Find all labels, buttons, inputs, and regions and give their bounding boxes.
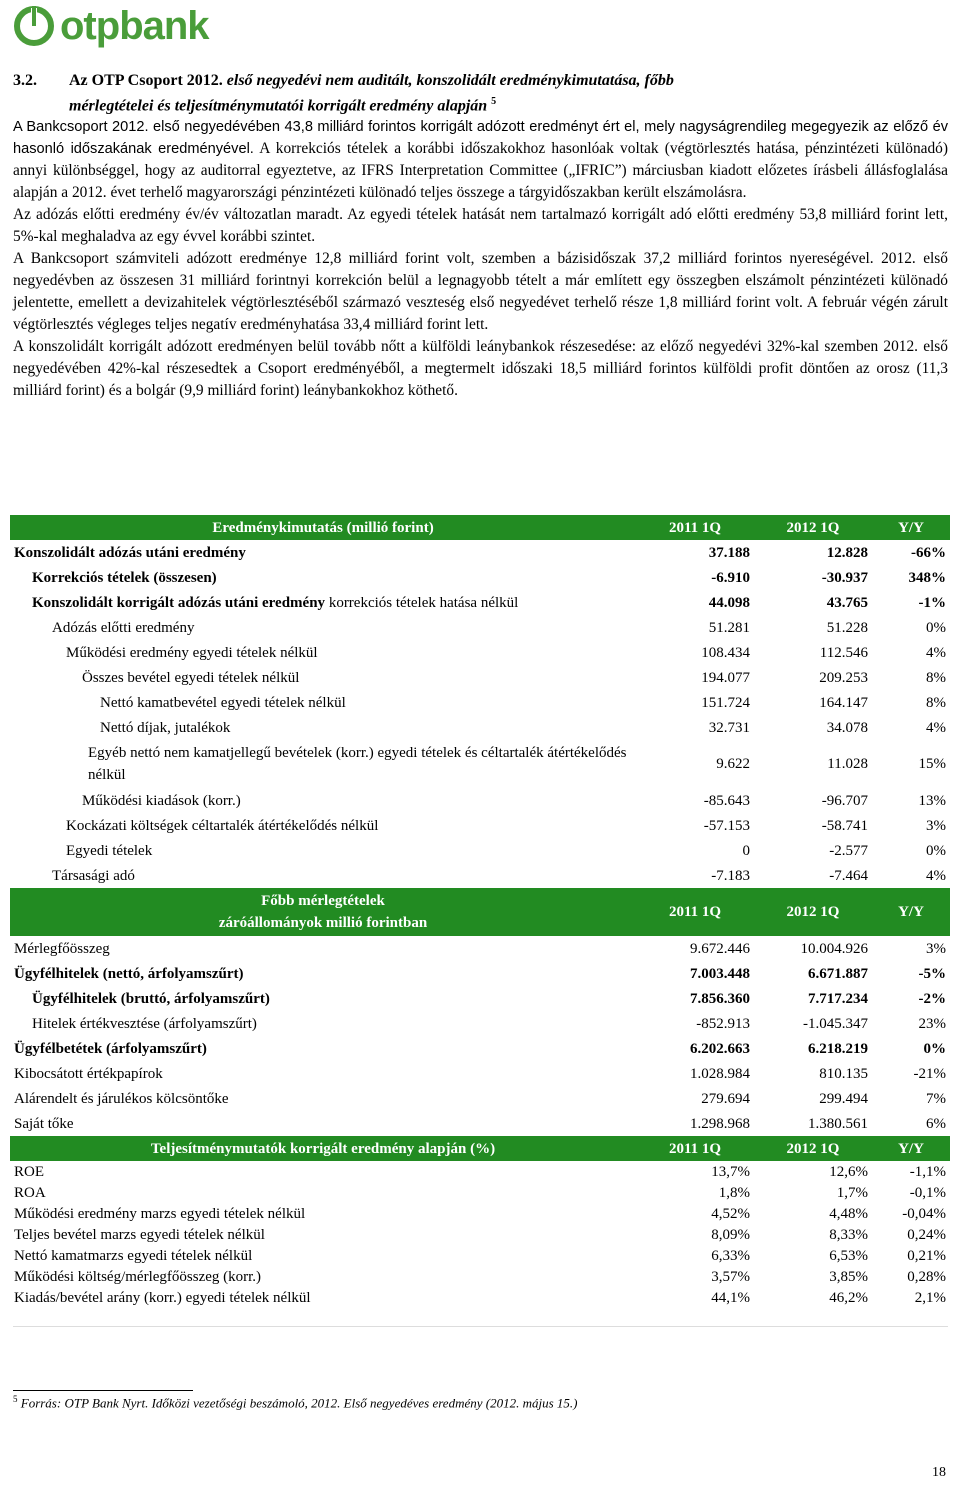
row-v2: 11.028 [827, 756, 868, 772]
row-v1: 7.856.360 [690, 990, 750, 1007]
table-row [10, 1036, 950, 1061]
table2-header-line1: Főbb mérlegtételek [261, 893, 385, 909]
row-label: ROA [14, 1184, 46, 1201]
body-text [13, 116, 948, 402]
row-label: Mérlegfőösszeg [14, 940, 110, 957]
row-label: Összes bevétel egyedi tételek nélkül [82, 669, 300, 686]
row-v1: 0 [742, 842, 750, 859]
row-v3: 6% [926, 1115, 946, 1132]
row-label: Konszolidált adózás utáni eredmény [14, 544, 246, 561]
table3-header-c1: 2011 1Q [636, 1136, 754, 1161]
row-v2: 43.765 [826, 594, 868, 611]
row-v1: 6,33% [711, 1247, 750, 1264]
row-v3: 0% [923, 1040, 946, 1057]
row-label: Nettó kamatmarzs egyedi tételek nélkül [14, 1247, 253, 1264]
paragraph-4: A konszolidált korrigált adózott eredményen belül tovább nőtt a külföldi leánybankok részesedése: az előző negyedévi 32%-kal szemben 2012. első negyedévében 42%-kal részesedtek a Csoport eredményéből, a megtermelt időszaki 18,5 milliárd forintos külföldi profit döntően az orosz (11,3 milliárd forint) és a bolgár (9,9 milliárd forint) leánybankokhoz köthető. [13, 338, 948, 399]
row-v1: 37.188 [708, 544, 750, 561]
row-v1: -85.643 [703, 792, 750, 809]
row-v1: 194.077 [701, 669, 750, 686]
row-v1: 151.724 [701, 694, 750, 711]
row-label: Nettó díjak, jutalékok [100, 719, 231, 736]
row-v2: 6,53% [829, 1247, 868, 1264]
row-v2: 1.380.561 [808, 1115, 868, 1132]
heading-italic-line1: első negyedévi nem auditált, konszolidált eredménykimutatása, főbb [226, 72, 674, 89]
heading-prefix: Az OTP Csoport 2012. [69, 72, 223, 89]
row-v2: 112.546 [819, 644, 868, 661]
row-v3: -5% [918, 965, 946, 982]
row-v2: -58.741 [821, 817, 868, 834]
table-row [10, 936, 950, 961]
row-v3: 0,21% [907, 1247, 946, 1264]
page-number: 18 [932, 1465, 946, 1480]
row-label: Ügyfélbetétek (árfolyamszűrt) [14, 1040, 207, 1057]
paragraph-2: Az adózás előtti eredmény év/év változatlan maradt. Az egyedi tételek hatását nem tartalmazó korrigált adó előtti eredmény 53,8 milliárd forint lett, 5%-kal meghaladva az egy évvel korábbi szintet. [13, 206, 948, 245]
row-v3: 4% [926, 644, 946, 661]
row-v2: 8,33% [829, 1226, 868, 1243]
table-row [10, 565, 950, 590]
table1-header [10, 515, 950, 540]
table2-header-line2: záróállományok millió forintban [218, 915, 428, 931]
row-v1: 7.003.448 [690, 965, 750, 982]
table2-header [10, 888, 950, 936]
row-v3: 0% [926, 619, 946, 636]
row-v2: -96.707 [821, 792, 868, 809]
row-v1: 9.672.446 [690, 940, 750, 957]
row-label [10, 590, 636, 615]
row-v3: 0% [926, 842, 946, 859]
row-v1: 108.434 [701, 644, 750, 661]
table-row [10, 665, 950, 690]
table3-header [10, 1136, 950, 1161]
row-v1: 3,57% [711, 1268, 750, 1285]
row-v2: 810.135 [819, 1065, 868, 1082]
row-label: Egyéb nettó nem kamatjellegű bevételek (korr.) egyedi tételek és céltartalék átértékelődés nélkül [88, 745, 627, 783]
table2-header-c1: 2011 1Q [636, 888, 754, 936]
row-label: Teljes bevétel marzs egyedi tételek nélkül [14, 1226, 265, 1243]
table-row [10, 1203, 950, 1224]
table2-header-c2: 2012 1Q [754, 888, 872, 936]
table-row [10, 788, 950, 813]
footnote [13, 1394, 577, 1411]
row-label: Adózás előtti eredmény [52, 619, 195, 636]
row-v3: 348% [908, 569, 946, 586]
row-label: Ügyfélhitelek (nettó, árfolyamszűrt) [14, 965, 244, 982]
table-row [10, 863, 950, 888]
row-v2: 7.717.234 [808, 990, 868, 1007]
table-row [10, 1182, 950, 1203]
row-v3: 4% [926, 719, 946, 736]
table1-header-label: Eredménykimutatás (millió forint) [10, 515, 636, 540]
row-label: Működési eredmény marzs egyedi tételek nélkül [14, 1205, 306, 1222]
row-v2: 209.253 [819, 669, 868, 686]
table-row [10, 540, 950, 565]
row-v3: -1,1% [909, 1163, 946, 1180]
row-v1: -6.910 [711, 569, 750, 586]
table-row [10, 1011, 950, 1036]
row-v3: 3% [926, 940, 946, 957]
otp-bank-logo [14, 4, 209, 48]
row-v2: 12,6% [829, 1163, 868, 1180]
table-row [10, 1224, 950, 1245]
footnote-text: Forrás: OTP Bank Nyrt. Időközi vezetőségi beszámoló, 2012. Első negyedéves eredmény (2012. május 15.) [20, 1395, 578, 1411]
row-label: Kockázati költségek céltartalék átértékelődés nélkül [66, 817, 379, 834]
row-v2: 10.004.926 [800, 940, 868, 957]
table2-header-c3: Y/Y [872, 888, 950, 936]
row-v2: 6.218.219 [808, 1040, 868, 1057]
row-v2: -7.464 [829, 867, 868, 884]
row-label: Hitelek értékvesztése (árfolyamszűrt) [32, 1015, 257, 1032]
row-v3: 3% [926, 817, 946, 834]
row-v3: -0,1% [909, 1184, 946, 1201]
table-row [10, 640, 950, 665]
table-row [10, 813, 950, 838]
heading-italic-line2: mérlegtételei és teljesítménymutatói korrigált eredmény alapján [69, 97, 488, 115]
row-v2: 3,85% [829, 1268, 868, 1285]
row-label: Korrekciós tételek (összesen) [32, 569, 217, 586]
table3-header-c2: 2012 1Q [754, 1136, 872, 1161]
row-v1: 4,52% [711, 1205, 750, 1222]
row-v1: -852.913 [696, 1015, 750, 1032]
paragraph-1 [13, 116, 948, 204]
row-v2: 1,7% [836, 1184, 868, 1201]
row-v2: -1.045.347 [803, 1015, 868, 1032]
row-label: Saját tőke [14, 1115, 74, 1132]
row-v1: 1.028.984 [690, 1065, 750, 1082]
row-v1: 13,7% [711, 1163, 750, 1180]
table-row [10, 1287, 950, 1308]
table-row [10, 690, 950, 715]
row-v2: 12.828 [826, 544, 868, 561]
row-v1: 279.694 [701, 1090, 750, 1107]
row-v1: -57.153 [703, 817, 750, 834]
table-row [10, 986, 950, 1011]
table2-header-label [10, 888, 636, 936]
row-v3: -1% [918, 594, 946, 611]
row-v3: 13% [918, 792, 946, 809]
paragraph-3: A Bankcsoport számviteli adózott eredménye 12,8 milliárd forint volt, szemben a bázisidőszak 37,2 milliárd forintos nyereségével. 2012. első negyedévben az összesen 31 milliárd forintnyi korrekción belül a legnagyobb tételt a már említett egy összegben elszámolt pénzintézeti különadó jelentette, emellett a devizahitelek végtörlesztéséből származó veszteség első negyedévet terhelő része 1,8 milliárd forint volt. A február végén zárult végtörlesztés végleges teljes negatív eredményhatása 33,4 milliárd forint lett. [13, 250, 948, 333]
table3-header-label: Teljesítménymutatók korrigált eredmény alapján (%) [10, 1136, 636, 1161]
row-v3: -66% [911, 544, 946, 561]
row-v2: 4,48% [829, 1205, 868, 1222]
table-row [10, 740, 950, 788]
row-v2: 299.494 [819, 1090, 868, 1107]
row-v1: 9.622 [716, 756, 750, 772]
row-v1: 51.281 [708, 619, 750, 636]
row-label: Kiadás/bevétel arány (korr.) egyedi tételek nélkül [14, 1289, 311, 1306]
table-row [10, 1266, 950, 1287]
row-v1: 32.731 [708, 719, 750, 736]
logo-text: otpbank [60, 4, 209, 48]
paragraph-1-rest: A korrekciós tételek a korábbi időszakokhoz hasonlóak voltak (végtörlesztés hatása, pénzintézeti különadó) annyi különbséggel, hogy az auditorral egyeztetve, az IFRS Interpretation Committee („IFRIC”) márciusban kiadott előzetes írásbeli állásfoglalása alapján a 2012. évet terhelő magyarországi pénzintézeti különadó teljes összege a tárgyidőszakban került elszámolásra. [13, 140, 948, 201]
footnote-number: 5 [13, 1394, 18, 1404]
table-row [10, 1111, 950, 1136]
row-label: Működési költség/mérlegfőösszeg (korr.) [14, 1268, 262, 1285]
otp-bank-logo-icon [14, 6, 54, 46]
row-v3: 8% [926, 669, 946, 686]
row-label: Nettó kamatbevétel egyedi tételek nélkül [100, 694, 346, 711]
row-v2: 51.228 [826, 619, 868, 636]
row-label: Kibocsátott értékpapírok [14, 1065, 163, 1082]
row-v3: 0,24% [907, 1226, 946, 1243]
row-v3: -0,04% [902, 1205, 946, 1222]
section-heading [13, 70, 948, 116]
row-v2: -2.577 [829, 842, 868, 859]
table1-header-c3: Y/Y [872, 515, 950, 540]
row-v2: 46,2% [829, 1289, 868, 1306]
table-row [10, 615, 950, 640]
divider [13, 1326, 948, 1327]
row-v1: 6.202.663 [690, 1040, 750, 1057]
row-v1: 8,09% [711, 1226, 750, 1243]
row-v3: 2,1% [914, 1289, 946, 1306]
table1-header-c2: 2012 1Q [754, 515, 872, 540]
table-row [10, 1061, 950, 1086]
financial-table [10, 515, 950, 1308]
row-v1: 44.098 [708, 594, 750, 611]
footnote-separator [13, 1390, 193, 1391]
table-row [10, 1161, 950, 1182]
row-label: ROE [14, 1163, 44, 1180]
paragraph-1-sans: A Bankcsoport 2012. első negyedévében 43,8 milliárd forintos korrigált adózott eredményt ért el, mely nagyságrendileg megegyezik az előző év hasonló időszakának eredményével. [13, 119, 948, 157]
table3-header-c3: Y/Y [872, 1136, 950, 1161]
table-row [10, 590, 950, 615]
row-label: Társasági adó [52, 867, 135, 884]
row-v3: 4% [926, 867, 946, 884]
row-label: Egyedi tételek [66, 842, 153, 859]
row-v2: -30.937 [821, 569, 868, 586]
row-v1: 44,1% [711, 1289, 750, 1306]
row-v2: 6.671.887 [808, 965, 868, 982]
section-number: 3.2. [13, 72, 37, 89]
row-v3: 15% [918, 756, 946, 772]
row-v3: -21% [913, 1065, 946, 1082]
table-row [10, 715, 950, 740]
row-v2: 34.078 [826, 719, 868, 736]
table-row [10, 1245, 950, 1266]
table-row [10, 961, 950, 986]
row-v1: -7.183 [711, 867, 750, 884]
row-v3: 0,28% [907, 1268, 946, 1285]
row-v2: 164.147 [819, 694, 868, 711]
row-v3: 8% [926, 694, 946, 711]
row-label: Ügyfélhitelek (bruttó, árfolyamszűrt) [32, 990, 270, 1007]
row-v3: 23% [918, 1015, 946, 1032]
row-label-rest: korrekciós tételek hatása nélkül [325, 594, 519, 611]
row-v1: 1,8% [718, 1184, 750, 1201]
row-label: Működési eredmény egyedi tételek nélkül [66, 644, 318, 661]
row-v1: 1.298.968 [690, 1115, 750, 1132]
row-v3: 7% [926, 1090, 946, 1107]
row-label: Működési kiadások (korr.) [82, 792, 241, 809]
row-v3: -2% [918, 990, 946, 1007]
table-row [10, 1086, 950, 1111]
row-label: Alárendelt és járulékos kölcsöntőke [14, 1090, 229, 1107]
table-row [10, 838, 950, 863]
footnote-ref: 5 [491, 96, 497, 107]
row-label-bold: Konszolidált korrigált adózás utáni eredmény [32, 594, 326, 611]
table1-header-c1: 2011 1Q [636, 515, 754, 540]
